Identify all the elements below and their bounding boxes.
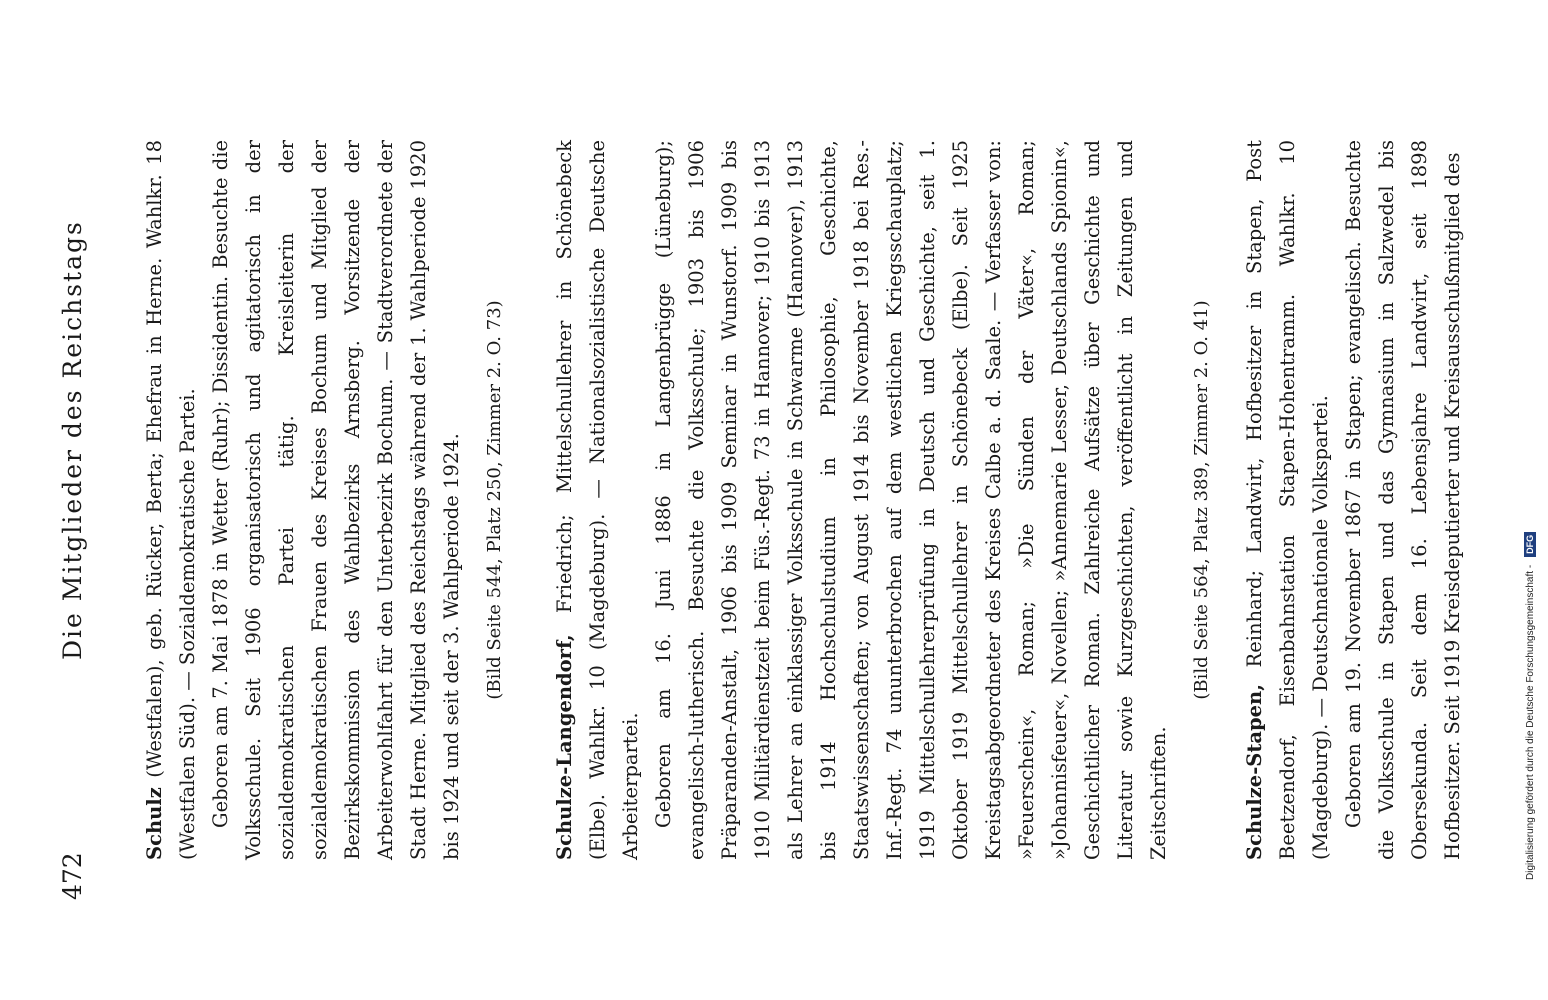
dfg-logo: DFG: [1524, 532, 1536, 557]
entry-name: Schulze-Stapen,: [1243, 683, 1266, 860]
page-number: 472: [58, 852, 87, 900]
entry-name: Schulze-Langendorf,: [553, 634, 576, 860]
digitization-note: [1520, 120, 1540, 880]
picture-reference: (Bild Seite 544, Platz 250, Zimmer 2. O. 73): [484, 300, 505, 700]
entry-head: Friedrich; Mittelschullehrer in Schönebeck (Elbe). Wahlkr. 10 (Magdeburg). — Nationalsozialistische Deutsche Arbeiterpartei.: [553, 140, 642, 860]
entry-name: Schulz: [143, 787, 166, 860]
page-header: [58, 60, 98, 940]
biography-entry-schulze-langendorf: [548, 140, 1218, 860]
entry-head: (Westfalen), geb. Rücker, Berta; Ehefrau in Herne. Wahlkr. 18 (Westfalen Süd). — Sozialdemokratische Partei.: [143, 140, 199, 860]
picture-reference: (Bild Seite 564, Platz 389, Zimmer 2. O. 41): [1191, 300, 1212, 700]
running-title: Die Mitglieder des Reichstags: [58, 220, 87, 660]
entry-body: Geboren am 19. November 1867 in Stapen; evangelisch. Besuchte die Volksschule in Stapen und das Gymnasium in Salzwedel bis Obersekunda. Seit dem 16. Lebensjahre Landwirt, seit 1898 Hofbesitzer. Seit 1919 Kreisdeputierter und Kreisausschußmitglied des: [1342, 140, 1464, 860]
biography-entry-schulze-stapen: [1238, 140, 1469, 860]
entry-head: Reinhard; Landwirt, Hofbesitzer in Stapen, Post Beetzendorf, Eisenbahnstation Stapen-Hohentramm. Wahlkr. 10 (Magdeburg). — Deutschnationale Volkspartei.: [1243, 140, 1332, 860]
biography-entry-schulz: [138, 140, 511, 860]
entry-body: Geboren am 7. Mai 1878 in Wetter (Ruhr); Dissidentin. Besuchte die Volksschule. Seit 1906 organisatorisch und agitatorisch in der sozialdemokratischen Partei tätig. Kreisleiterin der sozialdemokratischen Frauen des Kreises Bochum und Mitglied der Bezirkskommission des Wahlbezirks Arnsberg. Vorsitzende der Arbeiterwohlfahrt für den Unterbezirk Bochum. — Stadtverordnete der Stadt Herne. Mitglied des Reichstags während der 1. Wahlperiode 1920 bis 1924 und seit der 3. Wahlperiode 1924.: [209, 140, 463, 860]
digitization-text: Digitalisierung gefördert durch die Deutsche Forschungsgemeinschaft -: [1524, 564, 1536, 880]
entry-body: Geboren am 16. Juni 1886 in Langenbrügge (Lüneburg); evangelisch-lutherisch. Besuchte die Volksschule; 1903 bis 1906 Präparanden-Anstalt, 1906 bis 1909 Seminar in Wunstorf. 1909 bis 1910 Militärdienstzeit beim Füs.-Regt. 73 in Hannover; 1910 bis 1913 als Lehrer an einklassiger Volksschule in Schwarme (Hannover), 1913 bis 1914 Hochschulstudium in Philosophie, Geschichte, Staatswissenschaften; von August 1914 bis November 1918 bei Res.-Inf.-Regt. 74 ununterbrochen auf dem westlichen Kriegsschauplatz; 1919 Mittelschullehrerprüfung in Deutsch und Geschichte, seit 1. Oktober 1919 Mittelschullehrer in Schönebeck (Elbe). Seit 1925 Kreistagsabgeordneter des Kreises Calbe a. d. Saale. — Verfasser von: »Feuerschein«, Roman; »Die Sünden der Väter«, Roman; »Johannisfeuer«, Novellen; »Annemarie Lesser, Deutschlands Spionin«, Geschichtlicher Roman. Zahlreiche Aufsätze über Geschichte und Literatur sowie Kurzgeschichten, veröffentlicht in Zeitungen und Zeitschriften.: [652, 140, 1170, 860]
